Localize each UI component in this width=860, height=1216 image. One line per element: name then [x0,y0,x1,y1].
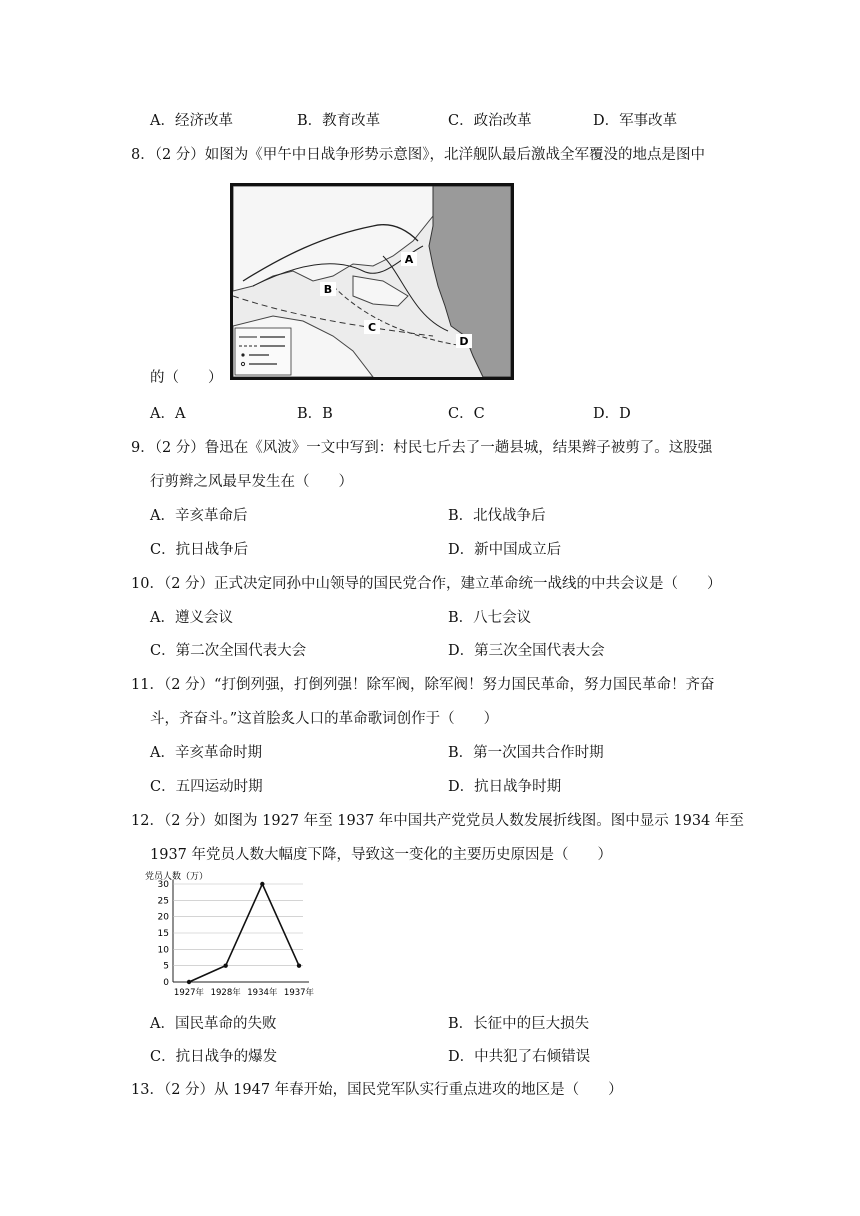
sino-japanese-war-map [230,183,514,380]
chart-x-tick-label: 1927年 [173,988,205,998]
q8-option-c: C．C [448,406,485,422]
q7-option-d: D．军事改革 [593,113,678,129]
q9-option-d: D．新中国成立后 [448,542,562,558]
q8-option-b: B．B [297,406,333,422]
q10-option-d: D．第三次全国代表大会 [448,643,605,659]
q12-stem-line2: 1937 年党员人数大幅度下降，导致这一变化的主要历史原因是（ ） [150,847,613,863]
q11-option-d: D．抗日战争时期 [448,779,562,795]
party-membership-chart [143,868,315,1000]
q9-option-a: A．辛亥革命后 [150,508,248,524]
chart-data-point [297,963,301,967]
q11-option-b: B．第一次国共合作时期 [448,745,604,761]
party-membership-line-chart [143,868,315,1000]
chart-y-tick-label: 25 [157,896,169,907]
q8-stem-line2: 的（ ） [150,370,223,386]
q11-option-c: C．五四运动时期 [150,779,263,795]
q8-option-d: D．D [593,406,631,422]
map-label-a: A [404,253,414,266]
q11-option-a: A．辛亥革命时期 [150,745,262,761]
chart-y-tick-label: 5 [163,961,169,972]
chart-y-tick-label: 20 [157,912,169,923]
q13-stem: 13．（2 分）从 1947 年春开始，国民党军队实行重点进攻的地区是（ ） [131,1082,623,1098]
chart-x-tick-label: 1937年 [283,988,315,998]
map-label-c: C [367,321,377,334]
q11-stem-line1: 11．（2 分）“打倒列强，打倒列强！除军阀，除军阀！努力国民革命，努力国民革命！齐奋 [131,677,715,693]
q12-stem-line1: 12．（2 分）如图为 1927 年至 1937 年中国共产党党员人数发展折线图。图中显示 1934 年至 [131,813,744,829]
q10-option-c: C．第二次全国代表大会 [150,643,307,659]
q10-option-a: A．遵义会议 [150,610,233,626]
q9-option-c: C．抗日战争后 [150,542,249,558]
q7-option-b: B．教育改革 [297,113,381,129]
chart-y-tick-label: 0 [163,978,169,988]
q7-option-a: A．经济改革 [150,113,233,129]
chart-data-point [187,980,191,984]
q12-option-d: D．中共犯了右倾错误 [448,1049,591,1065]
q9-stem-line1: 9．（2 分）鲁迅在《风波》一文中写到：村民七斤去了一趟县城，结果辫子被剪了。这股强 [131,440,713,456]
chart-data-point [260,882,264,886]
q7-option-c: C．政治改革 [448,113,532,129]
chart-x-tick-label: 1934年 [247,988,278,998]
q10-stem: 10．（2 分）正式决定同孙中山领导的国民党合作，建立革命统一战线的中共会议是（ ） [131,576,722,592]
q12-option-c: C．抗日战争的爆发 [150,1049,278,1065]
map-label-d: D [459,335,469,348]
chart-y-tick-label: 30 [157,880,169,890]
chart-x-tick-label: 1928年 [210,988,241,998]
q9-stem-line2: 行剪辫之风最早发生在（ ） [150,474,353,490]
chart-data-point [223,963,227,967]
chart-y-axis-label: 党员人数（万） [145,872,209,882]
chart-y-tick-label: 15 [157,929,169,939]
q10-option-b: B．八七会议 [448,610,532,626]
q8-option-a: A．A [150,406,186,422]
chart-y-tick-label: 10 [157,945,169,956]
map-label-b: B [323,283,333,296]
q12-option-a: A．国民革命的失败 [150,1016,277,1032]
q12-option-b: B．长征中的巨大损失 [448,1016,590,1032]
q9-option-b: B．北伐战争后 [448,508,546,524]
q8-stem-line1: 8．（2 分）如图为《甲午中日战争形势示意图》，北洋舰队最后激战全军覆没的地点是图中 [131,147,706,163]
q11-stem-line2: 斗，齐奋斗。”这首脍炙人口的革命歌词创作于（ ） [150,711,499,727]
